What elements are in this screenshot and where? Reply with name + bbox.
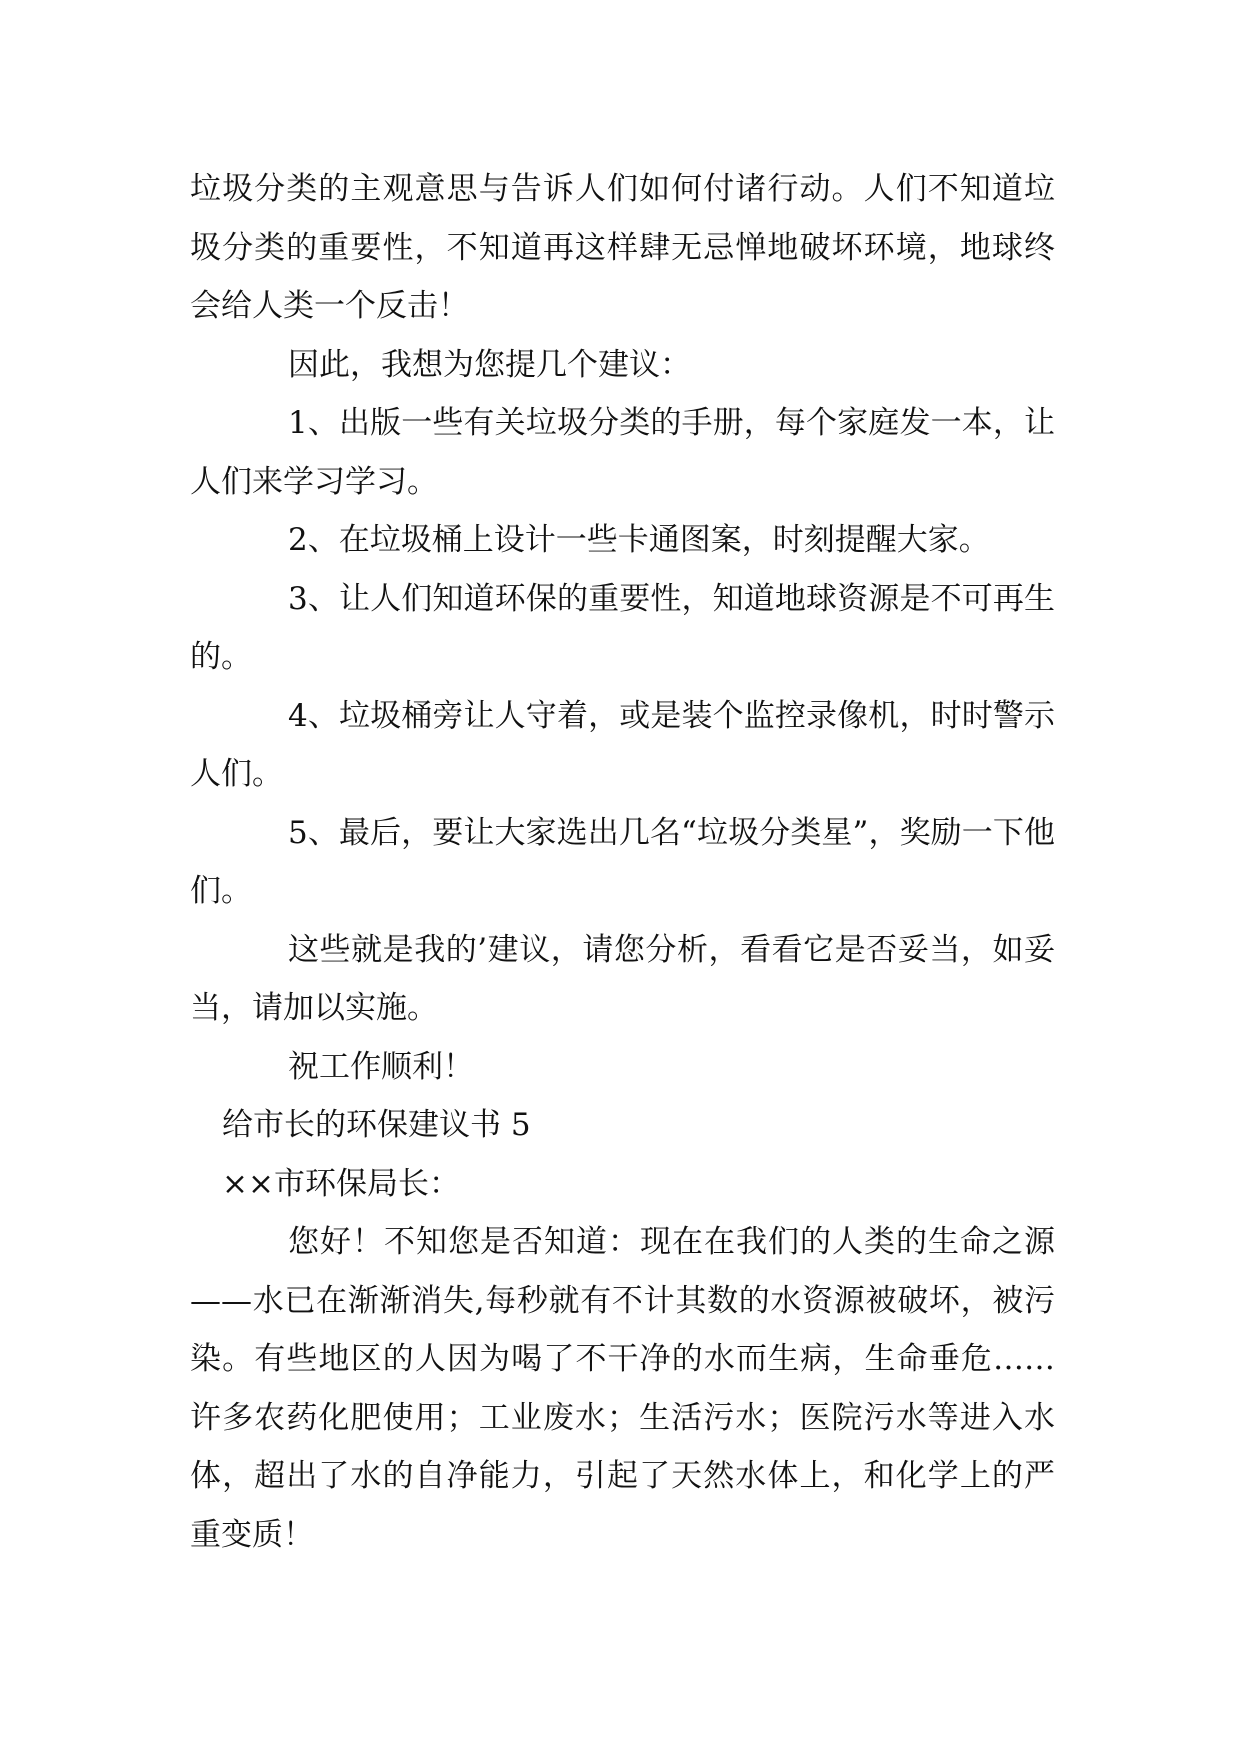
suggestion-item-1: 1、出版一些有关垃圾分类的手册，每个家庭发一本，让人们来学习学习。 — [190, 405, 1055, 500]
salutation: ××市环保局长： — [222, 1165, 460, 1202]
suggestion-item-2: 2、在垃圾桶上设计一些卡通图案，时刻提醒大家。 — [288, 522, 990, 558]
section-title: 给市长的环保建议书 5 — [222, 1107, 531, 1143]
suggestion-item-5: 5、最后，要让大家选出几名“垃圾分类星”，奖励一下他们。 — [190, 814, 1055, 909]
paragraph-suggestions-intro: 因此，我想为您提几个建议： — [288, 346, 691, 383]
paragraph-wishes: 祝工作顺利！ — [288, 1048, 474, 1085]
document-body — [190, 160, 1055, 1564]
suggestion-item-4: 4、垃圾桶旁让人守着，或是装个监控录像机，时时警示人们。 — [190, 697, 1055, 792]
paragraph-continuation: 垃圾分类的主观意思与告诉人们如何付诸行动。人们不知道垃圾分类的重要性，不知道再这样肆无忌惮地破坏环境，地球终会给人类一个反击！ — [190, 171, 1055, 324]
paragraph-closing: 这些就是我的’建议，请您分析，看看它是否妥当，如妥当，请加以实施。 — [190, 931, 1055, 1026]
paragraph-water-pollution: 您好！不知您是否知道：现在在我们的人类的生命之源——水已在渐渐消失,每秒就有不计其数的水资源被破坏，被污染。有些地区的人因为喝了不干净的水而生病，生命垂危……许多农药化肥使用；工业废水；生活污水；医院污水等进入水体，超出了水的自净能力，引起了天然水体上，和化学上的严重变质！ — [190, 1224, 1055, 1553]
suggestion-item-3: 3、让人们知道环保的重要性，知道地球资源是不可再生的。 — [190, 580, 1055, 675]
